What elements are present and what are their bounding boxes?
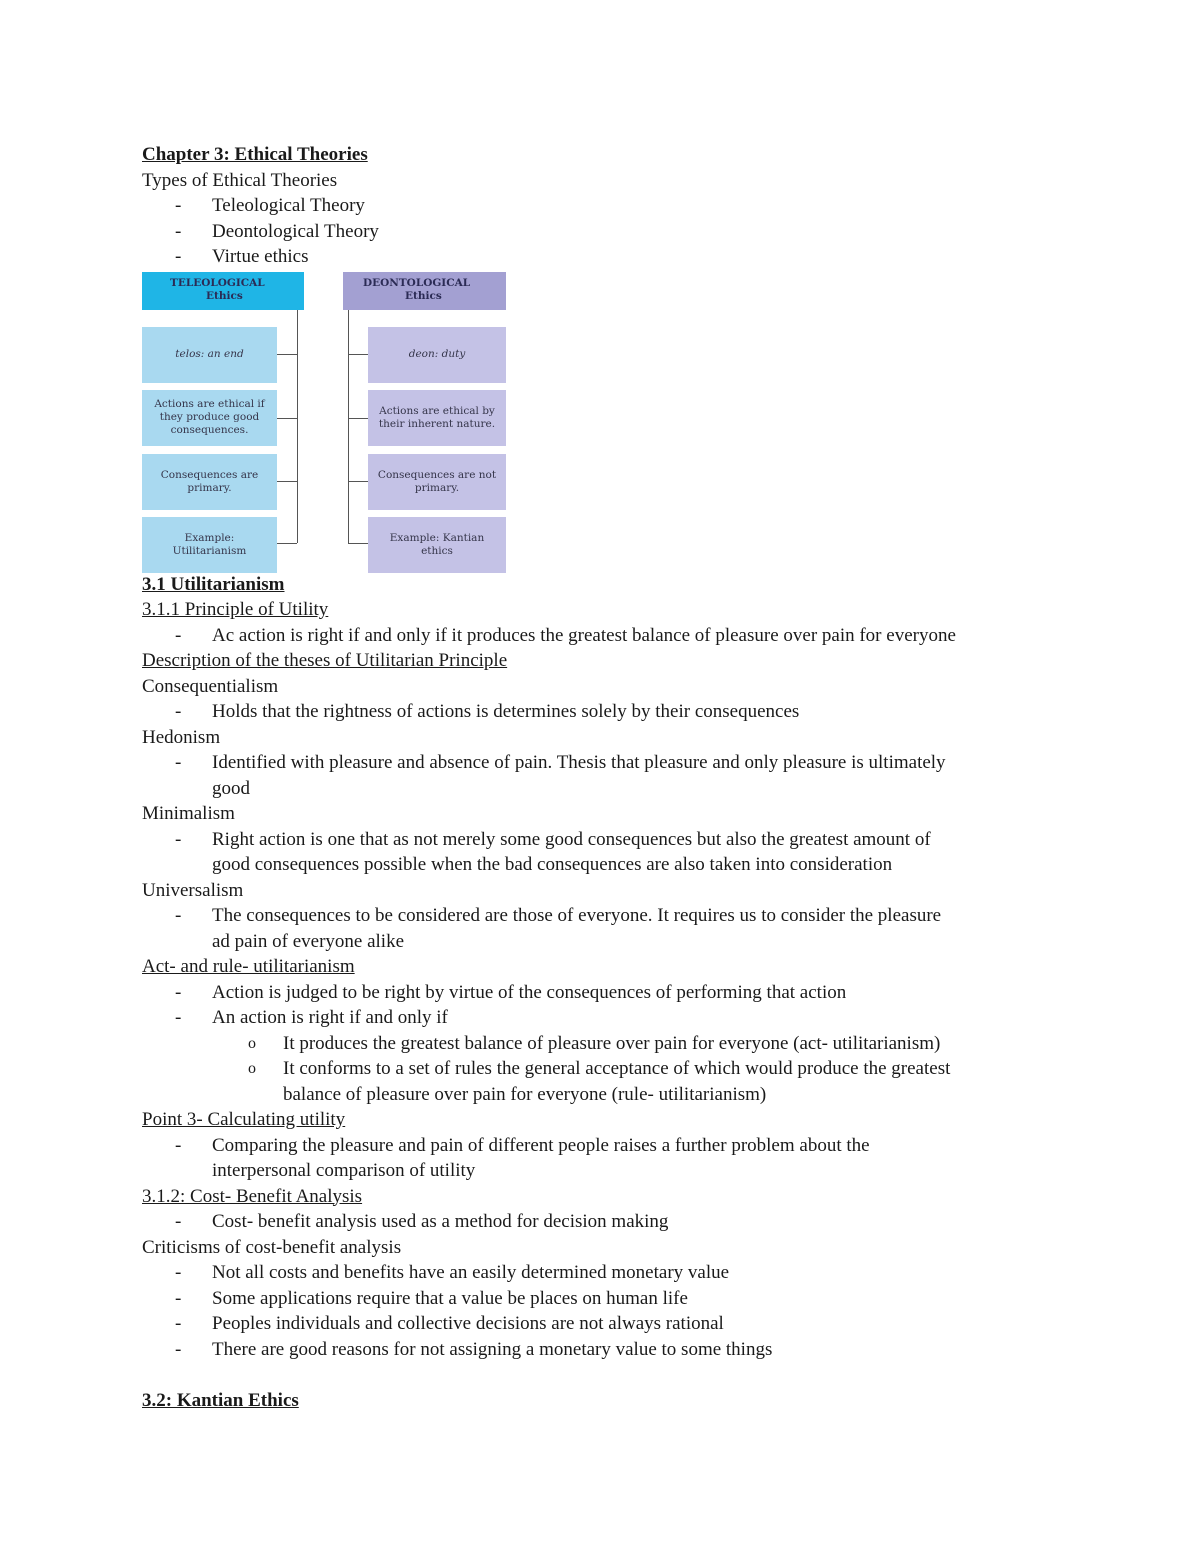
list-item-continuation: good	[212, 777, 250, 799]
point3-heading: Point 3- Calculating utility	[142, 1109, 346, 1130]
types-list	[142, 193, 1062, 270]
deontological-subtitle: Ethics	[405, 289, 442, 302]
list-item: - Not all costs and benefits have an easily determined monetary value	[142, 1260, 1062, 1286]
teleological-box	[142, 517, 277, 573]
criticisms-heading: Criticisms of cost-benefit analysis	[142, 1236, 402, 1258]
list-item: - There are good reasons for not assigning a monetary value to some things	[142, 1337, 1062, 1363]
list-item: - Some applications require that a value be places on human life	[142, 1286, 1062, 1312]
list-item: - Comparing the pleasure and pain of different people raises a further problem about the	[142, 1133, 1062, 1159]
connector-tick	[348, 481, 368, 482]
list-item: - Identified with pleasure and absence of pain. Thesis that pleasure and only pleasure is ultimately	[142, 750, 1062, 776]
list-item: - Cost- benefit analysis used as a method for decision making	[142, 1209, 1062, 1235]
box-text: Consequences are primary.	[160, 468, 259, 494]
list-item: - Teleological Theory	[142, 193, 1062, 219]
connector-tick	[277, 418, 297, 419]
list-item: - Ac action is right if and only if it produces the greatest balance of pleasure over pain for everyone	[142, 623, 1062, 649]
teleological-header	[142, 272, 304, 310]
section-3-2-heading: 3.2: Kantian Ethics	[142, 1389, 299, 1411]
box-text: Actions are ethical by their inherent nature.	[378, 404, 496, 430]
connector-tick	[348, 543, 368, 544]
section-3-1-heading: 3.1 Utilitarianism	[142, 573, 285, 595]
deontological-box	[368, 390, 506, 446]
teleological-title: TELEOLOGICAL	[170, 276, 265, 289]
types-heading: Types of Ethical Theories	[142, 169, 338, 191]
deontological-header	[343, 272, 506, 310]
hedonism-label: Hedonism	[142, 726, 221, 748]
section-3-1-2-heading: 3.1.2: Cost- Benefit Analysis	[142, 1185, 363, 1207]
teleological-box	[142, 390, 277, 446]
list-item: - Holds that the rightness of actions is determines solely by their consequences	[142, 699, 1062, 725]
document-page	[142, 142, 1062, 1413]
connector-tick	[348, 354, 368, 355]
list-item: - Peoples individuals and collective decisions are not always rational	[142, 1311, 1062, 1337]
box-text: Actions are ethical if they produce good consequences.	[154, 398, 265, 436]
list-item: - The consequences to be considered are those of everyone. It requires us to consider the pleasure	[142, 903, 1062, 929]
universalism-label: Universalism	[142, 879, 244, 901]
list-item: - An action is right if and only if	[142, 1005, 1062, 1031]
deontological-box	[368, 454, 506, 510]
list-item-continuation: interpersonal comparison of utility	[212, 1160, 476, 1181]
box-text: deon: duty	[408, 348, 466, 360]
act-rule-heading: Act- and rule- utilitarianism	[142, 956, 355, 977]
list-item: - Virtue ethics	[142, 244, 1062, 270]
teleological-box	[142, 327, 277, 383]
list-item-continuation: good consequences possible when the bad consequences are also taken into consideration	[212, 854, 893, 875]
box-text: Example: Kantian ethics	[389, 531, 485, 557]
description-heading: Description of the theses of Utilitarian Principle	[142, 650, 508, 671]
teleological-box	[142, 454, 277, 510]
box-text: Consequences are not primary.	[377, 468, 497, 494]
deontological-box	[368, 327, 506, 383]
deontological-title: DEONTOLOGICAL	[363, 276, 471, 289]
list-item-continuation: ad pain of everyone alike	[212, 930, 405, 952]
box-text: telos: an end	[175, 348, 244, 360]
chapter-title: Chapter 3: Ethical Theories	[142, 144, 368, 165]
deontological-connector	[348, 310, 349, 543]
sub-list-item: o It produces the greatest balance of pleasure over pain for everyone (act- utilitarianism)	[142, 1031, 1062, 1057]
list-item: - Deontological Theory	[142, 219, 1062, 245]
ethics-comparison-diagram	[142, 272, 507, 572]
list-item: - Right action is one that as not merely some good consequences but also the greatest amount of	[142, 827, 1062, 853]
connector-tick	[277, 354, 297, 355]
connector-tick	[277, 543, 297, 544]
connector-tick	[348, 418, 368, 419]
sub-list-item-continuation: balance of pleasure over pain for everyone (rule- utilitarianism)	[283, 1083, 767, 1105]
connector-tick	[277, 481, 297, 482]
box-text: Example: Utilitarianism	[172, 531, 247, 557]
teleological-subtitle: Ethics	[206, 289, 243, 302]
teleological-connector	[297, 310, 298, 543]
consequentialism-label: Consequentialism	[142, 675, 279, 697]
list-item: - Action is judged to be right by virtue of the consequences of performing that action	[142, 980, 1062, 1006]
deontological-box	[368, 517, 506, 573]
section-3-1-1-heading: 3.1.1 Principle of Utility	[142, 599, 329, 620]
sub-list-item: o It conforms to a set of rules the general acceptance of which would produce the greatest	[142, 1056, 1062, 1082]
blank-line	[142, 1362, 1062, 1388]
minimalism-label: Minimalism	[142, 803, 235, 824]
